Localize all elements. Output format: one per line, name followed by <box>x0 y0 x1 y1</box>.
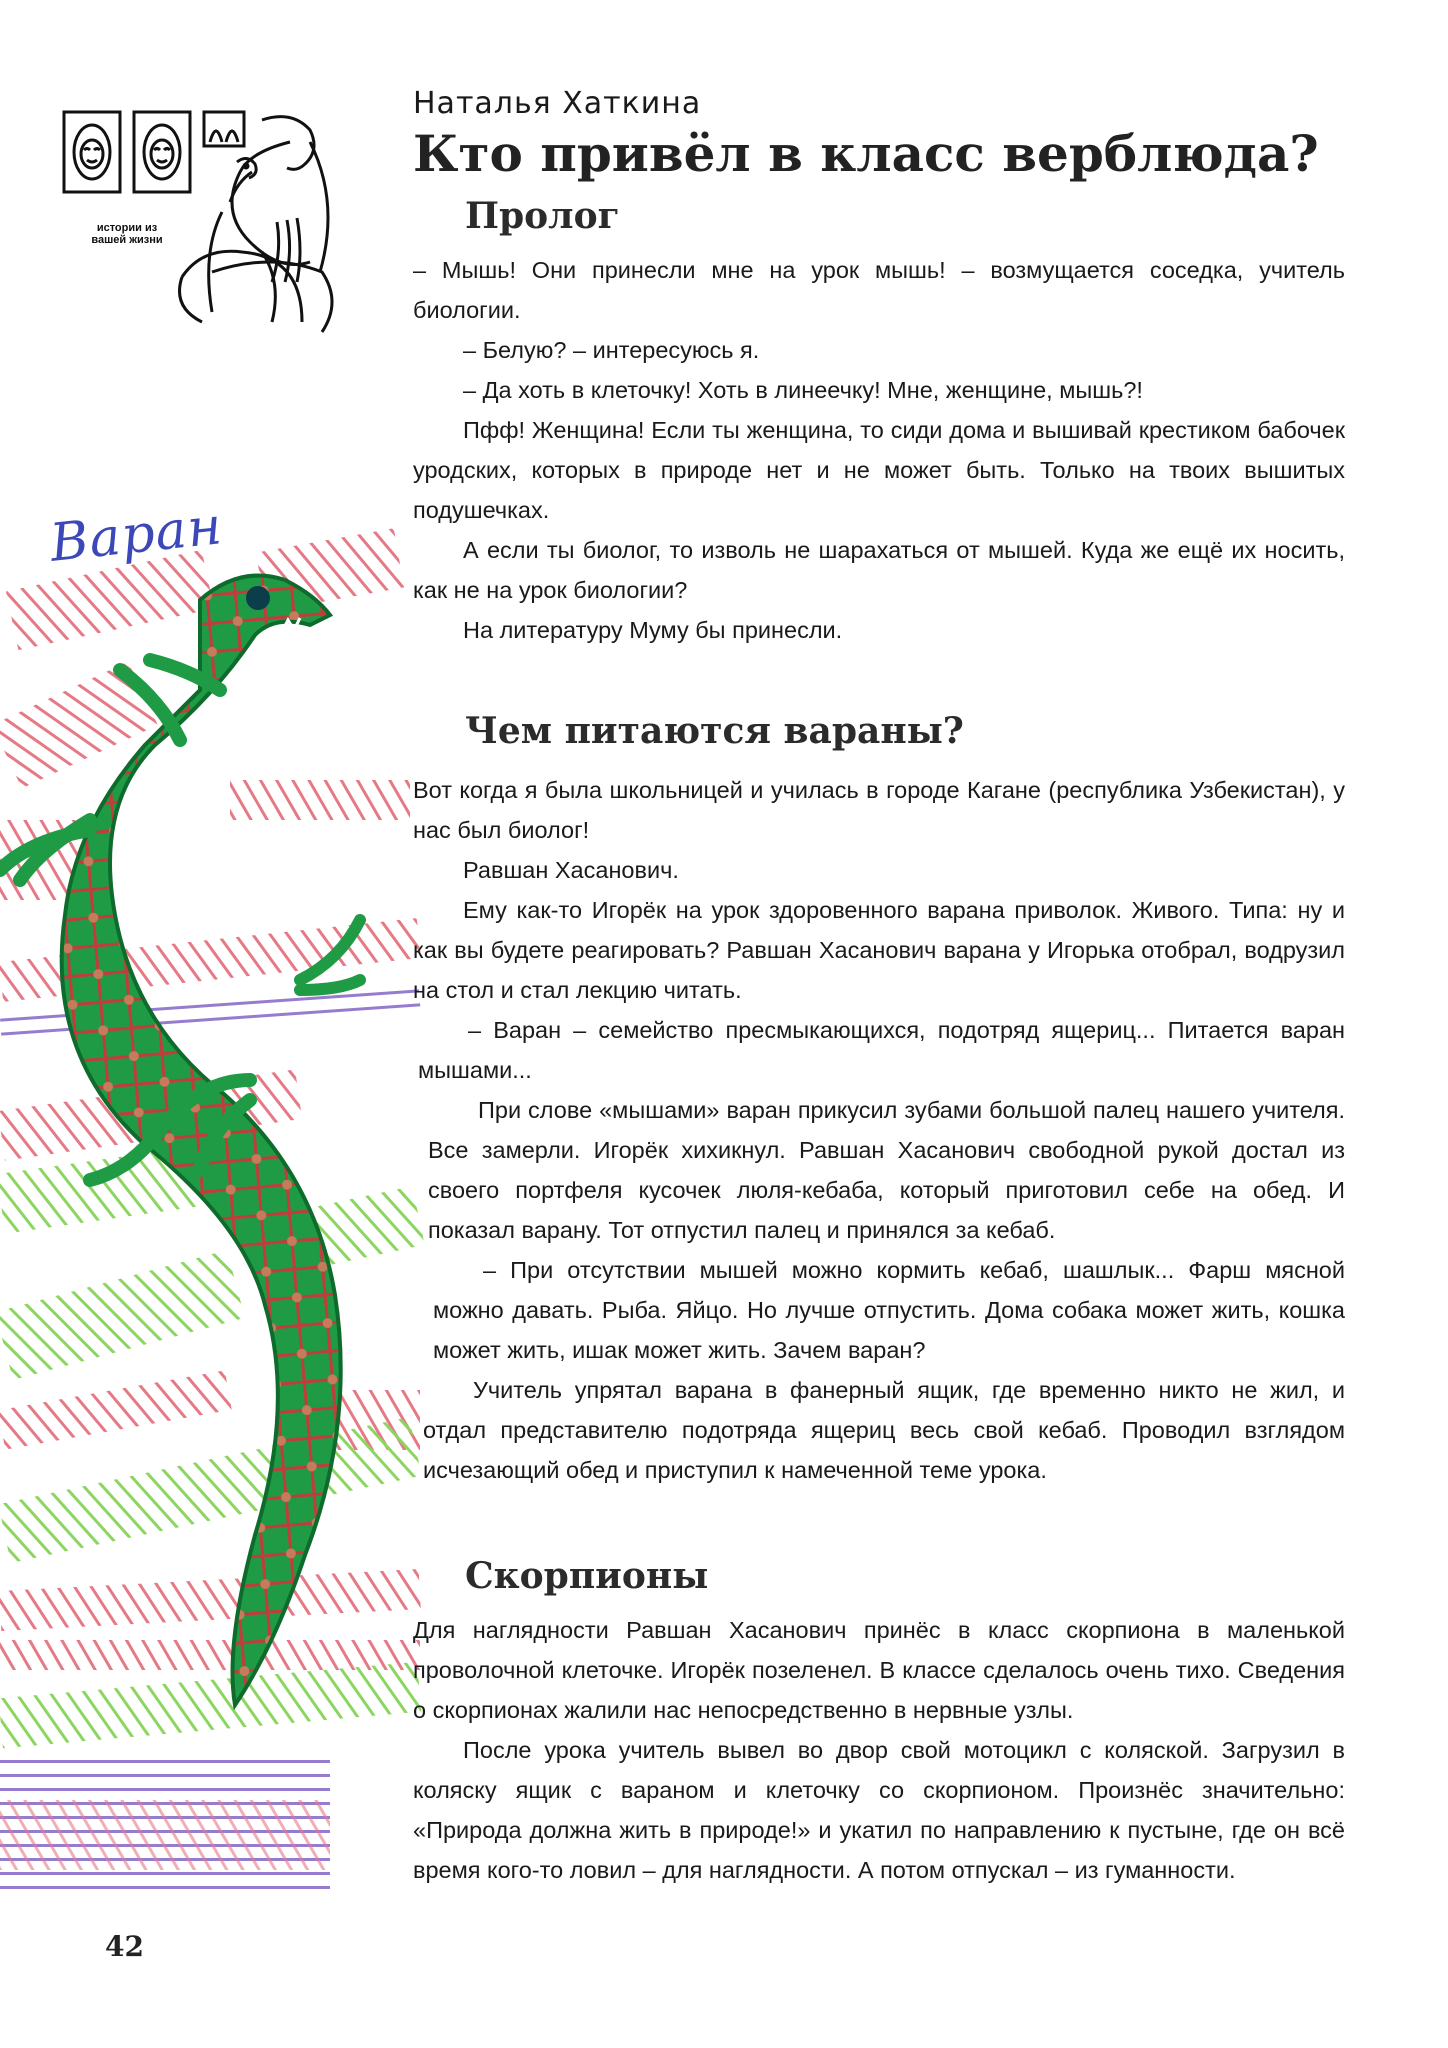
section-heading: Пролог <box>465 195 620 237</box>
section-heading: Скорпионы <box>465 1555 709 1597</box>
paragraph: На литературу Муму бы принесли. <box>463 617 843 643</box>
paragraph: – Варан – семейство пресмыкающихся, подотряд ящериц... Питается варан мышами... <box>418 1017 1345 1083</box>
logo-caption: истории из вашей жизни <box>91 222 163 246</box>
paragraph: – Мышь! Они принесли мне на урок мышь! – возмущается соседка, учитель биологии. <box>413 257 1345 323</box>
monitor-lizard-illustration <box>0 500 430 1970</box>
paragraph: После урока учитель вывел во двор свой мотоцикл с коляской. Загрузил в коляску ящик с вараном и клеточку со скорпионом. Произнёс значительно: «Природа должна жить в природе!» и укатил по направлению к пустыне, где он всё время кого-то ловил – для наглядности. А потом отпускал – из гуманности. <box>413 1737 1345 1883</box>
article-title: Кто привёл в класс верблюда? <box>413 124 1319 183</box>
page-number: 42 <box>105 1930 144 1963</box>
paragraph: – Да хоть в клеточку! Хоть в линеечку! Мне, женщине, мышь?! <box>463 377 1143 403</box>
section-heading: Чем питаются вараны? <box>465 710 964 752</box>
paragraph: Учитель упрятал варана в фанерный ящик, где временно никто не жил, и отдал представителю подотряда ящериц весь свой кебаб. Проводил взглядом исчезающий обед и приступил к намеченной теме урока. <box>423 1377 1345 1483</box>
paragraph: – Белую? – интересуюсь я. <box>463 337 760 363</box>
paragraph: Равшан Хасанович. <box>463 857 679 883</box>
author-name: Наталья Хаткина <box>413 86 702 121</box>
illustration-label: Варан <box>47 496 226 574</box>
paragraph: – При отсутствии мышей можно кормить кебаб, шашлык... Фарш мясной можно давать. Рыба. Яйцо. Но лучше отпустить. Дома собака может жить, кошка может жить, ишак может жить. Зачем варан? <box>433 1257 1345 1363</box>
paragraph: Вот когда я была школьницей и училась в городе Кагане (республика Узбекистан), у нас был биолог! <box>413 777 1345 843</box>
paragraph: А если ты биолог, то изволь не шарахаться от мышей. Куда же ещё их носить, как не на урок биологии? <box>413 537 1345 603</box>
paragraph: При слове «мышами» варан прикусил зубами большой палец нашего учителя. Все замерли. Игорёк хихикнул. Равшан Хасанович свободной рукой достал из своего портфеля кусочек люля-кебаба, который приготовил себе на обед. И показал варану. Тот отпустил палец и принялся за кебаб. <box>428 1097 1345 1243</box>
paragraph: Ему как-то Игорёк на урок здоровенного варана приволок. Живого. Типа: ну и как вы будете реагировать? Равшан Хасанович варана у Игорька отобрал, водрузил на стол и стал лекцию читать. <box>413 897 1345 1003</box>
paragraph: Пфф! Женщина! Если ты женщина, то сиди дома и вышивай крестиком бабочек уродских, которых в природе нет и не может быть. Только на твоих вышитых подушечках. <box>413 417 1345 523</box>
paragraph: Для наглядности Равшан Хасанович принёс в класс скорпиона в маленькой проволочной клеточке. Игорёк позеленел. В классе сделалось очень тихо. Сведения о скорпионах жалили нас непосредственно в нервные узлы. <box>413 1617 1345 1723</box>
